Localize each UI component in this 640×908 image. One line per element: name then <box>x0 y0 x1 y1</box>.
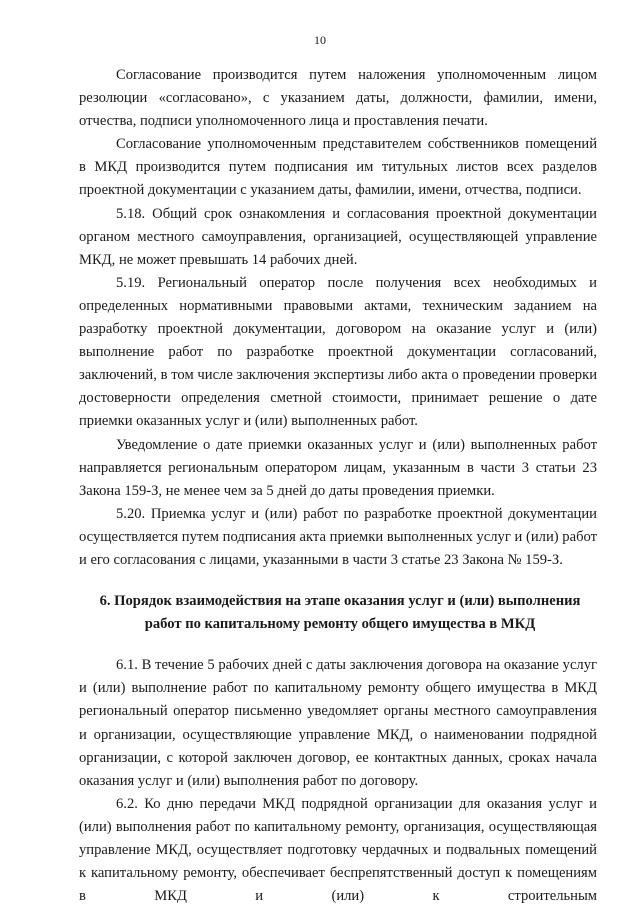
paragraph: Согласование производится путем наложения уполномоченным лицом резолюции «согласовано», с указанием даты, должности, фамилии, имени, отчества, подписи уполномоченного лица и проставления печати. <box>79 67 597 130</box>
section-heading: 6. Порядок взаимодействия на этапе оказания услуг и (или) выполнения работ по капитальному ремонту общего имущества в МКД <box>99 593 581 633</box>
document-body <box>79 64 597 908</box>
page-number: 10 <box>314 33 326 47</box>
spacer <box>79 636 597 654</box>
paragraph-5-18: 5.18. Общий срок ознакомления и согласования проектной документации органом местного самоуправления, организацией, осуществляющей управление МКД, не может превышать 14 рабочих дней. <box>79 205 597 268</box>
paragraph-5-19: 5.19. Региональный оператор после получения всех необходимых и определенных нормативными правовыми актами, техническим заданием на разработку проектной документации, договором на оказание услуг и (или) выполнение работ по разработке проектной документации согласований, заключений, в том числе заключения экспертизы либо акта о проведении проверки достоверности определения сметной стоимости, принимает решение о дате приемки оказанных услуг и (или) выполненных работ. <box>79 274 597 430</box>
spacer <box>79 572 597 590</box>
paragraph-6-1: 6.1. В течение 5 рабочих дней с даты заключения договора на оказание услуг и (или) выполнение работ по капитальному ремонту общего имущества в МКД региональный оператор письменно уведомляет органы местного самоуправления и организации, осуществляющие управление МКД, о наименовании подрядной организации, с которой заключен договор, ее контактных данных, сроках начала оказания услуг и (или) выполнения работ по договору. <box>79 657 597 789</box>
paragraph-5-20: 5.20. Приемка услуг и (или) работ по разработке проектной документации осуществляется путем подписания акта приемки выполненных услуг и (или) работ и его согласования с лицами, указанными в части 3 статье 23 Закона № 159-З. <box>79 505 597 568</box>
paragraph: Уведомление о дате приемки оказанных услуг и (или) выполненных работ направляется региональным оператором лицам, указанным в части 3 статьи 23 Закона 159-З, не менее чем за 5 дней до даты проведения приемки. <box>79 436 597 499</box>
paragraph-6-2: 6.2. Ко дню передачи МКД подрядной организации для оказания услуг и (или) выполнения работ по капитальному ремонту, организация, осуществляющая управление МКД, осуществляет подготовку чердачных и подвальных помещений к капитальному ремонту, обеспечивает беспрепятственный доступ к помещениям в МКД и (или) к строительным <box>79 795 597 905</box>
paragraph: Согласование уполномоченным представителем собственников помещений в МКД производится путем подписания им титульных листов всех разделов проектной документации с указанием даты, фамилии, имени, отчества, подписи. <box>79 136 597 199</box>
